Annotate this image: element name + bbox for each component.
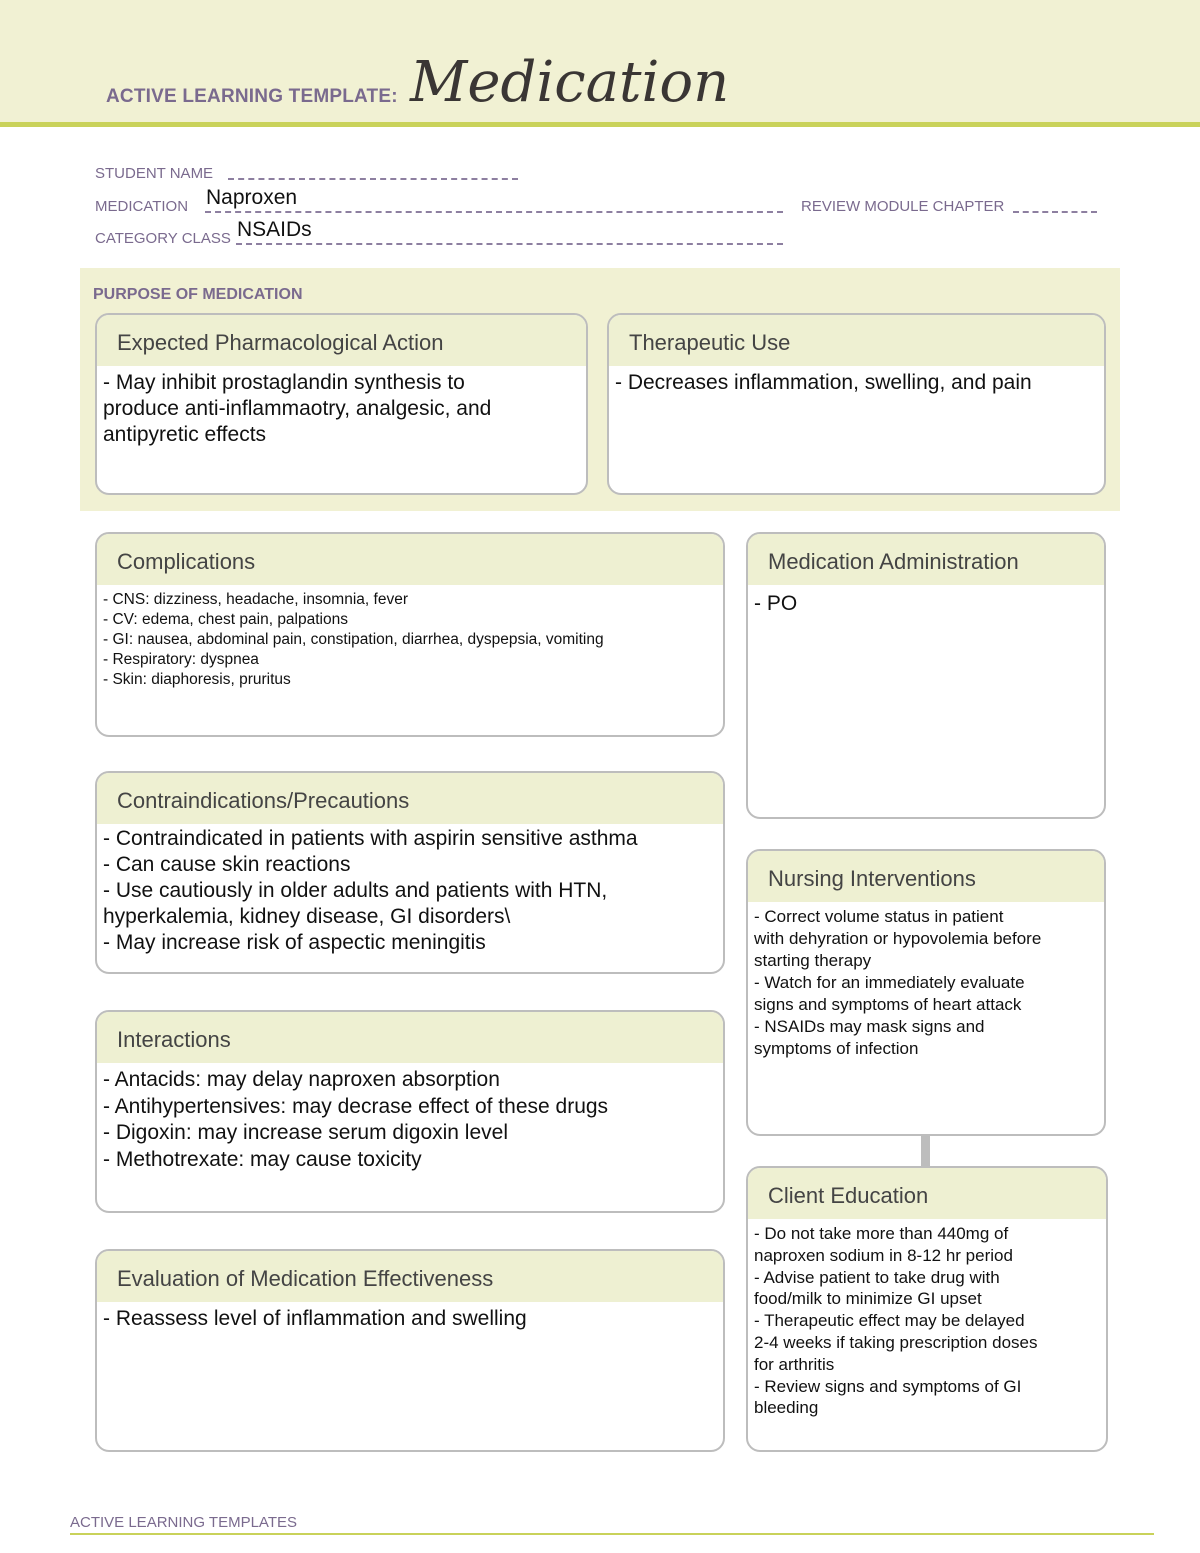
medication-administration-box [746,532,1106,819]
category-field-line [236,243,783,245]
contraindications-title: Contraindications/Precautions [97,773,723,824]
box-connector [921,1135,930,1166]
purpose-label: PURPOSE OF MEDICATION [93,286,303,303]
medication-field-line [205,211,783,213]
client-education-text: - Do not take more than 440mg of naproxen sodium in 8-12 hr period - Advise patient to take drug with food/milk to minimize GI upset - Therapeutic effect may be delayed 2-4 weeks if taking prescription doses for arthritis - Review signs and symptoms of GI bleeding [754,1224,1038,1418]
client-education-title: Client Education [748,1168,1106,1219]
client-education-box [746,1166,1108,1452]
contraindications-box [95,771,725,974]
medication-label: MEDICATION [95,198,189,215]
student-name-label: STUDENT NAME [95,165,214,182]
footer-divider [70,1533,1154,1535]
complications-text: - CNS: dizziness, headache, insomnia, fever - CV: edema, chest pain, palpations - GI: nausea, abdominal pain, constipation, diarrhea, dyspepsia, vomiting - Respiratory: dyspnea - Skin: diaphoresis, pruritus [103,591,604,688]
contraindications-text: - Contraindicated in patients with aspirin sensitive asthma - Can cause skin reactions - Use cautiously in older adults and patients with HTN, hyperkalemia, kidney disease, GI disorders\ - May increase risk of aspectic meningitis [103,827,638,954]
evaluation-text: - Reassess level of inflammation and swelling [103,1307,527,1330]
nursing-interventions-title: Nursing Interventions [748,851,1104,902]
complications-box [95,532,725,737]
category-class-value[interactable]: NSAIDs [237,218,312,241]
template-title: Medication [410,50,730,115]
medication-administration-title: Medication Administration [748,534,1104,585]
therapeutic-use-title: Therapeutic Use [609,315,1104,366]
header-divider [0,122,1200,127]
nursing-interventions-text: - Correct volume status in patient with dehyration or hypovolemia before starting therapy - Watch for an immediately evaluate signs and symptoms of heart attack - NSAIDs may mask signs and symptoms of infection [754,907,1042,1058]
review-module-label: REVIEW MODULE CHAPTER [801,198,1005,215]
student-name-field[interactable] [228,178,518,180]
category-class-label: CATEGORY CLASS [95,230,231,247]
medication-administration-text: - PO [754,592,798,615]
interactions-text: - Antacids: may delay naproxen absorption - Antihypertensives: may decrase effect of these drugs - Digoxin: may increase serum digoxin level - Methotrexate: may cause toxicity [103,1068,609,1171]
nursing-interventions-box [746,849,1106,1136]
therapeutic-use-text: - Decreases inflammation, swelling, and pain [615,371,1032,394]
complications-title: Complications [97,534,723,585]
review-module-field[interactable] [1013,211,1097,213]
expected-action-title: Expected Pharmacological Action [97,315,586,366]
template-label: ACTIVE LEARNING TEMPLATE: [106,86,398,107]
interactions-title: Interactions [97,1012,723,1063]
evaluation-title: Evaluation of Medication Effectiveness [97,1251,723,1302]
therapeutic-use-box [607,313,1106,495]
expected-action-box [95,313,588,495]
footer-label: ACTIVE LEARNING TEMPLATES [70,1514,297,1531]
expected-action-text: - May inhibit prostaglandin synthesis to produce anti-inflammaotry, analgesic, and antipyretic effects [103,371,492,446]
evaluation-box [95,1249,725,1452]
medication-value[interactable]: Naproxen [206,186,298,209]
interactions-box [95,1010,725,1213]
